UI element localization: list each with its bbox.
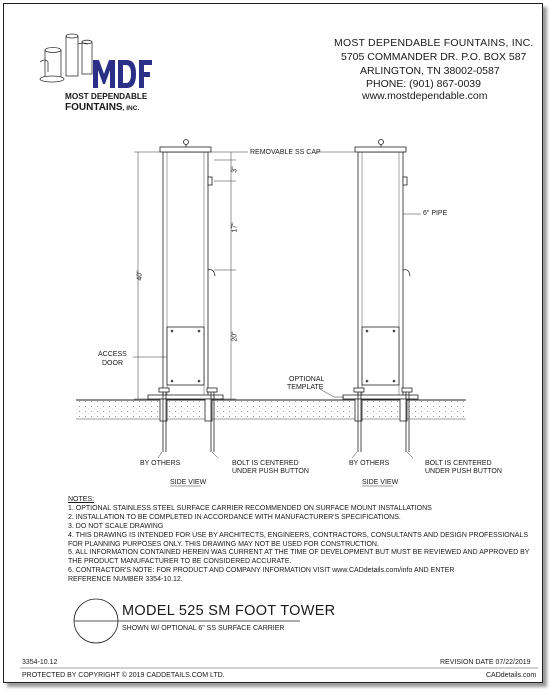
logo-line2: FOUNTAINS, INC. [65,102,140,113]
access-door-label-2: DOOR [102,360,123,367]
note-line: REFERENCE NUMBER 3354-10.12. [68,576,183,584]
bolt-note-right-2: UNDER PUSH BUTTON [425,468,502,475]
note-line: 3. DO NOT SCALE DRAWING [68,522,164,530]
bolt-note-left-2: UNDER PUSH BUTTON [232,468,309,475]
copyright-notice: PROTECTED BY COPYRIGHT © 2019 CADDETAILS.COM LTD. [22,672,225,679]
drawing-subtitle: SHOWN W/ OPTIONAL 6" SS SURFACE CARRIER [122,625,285,632]
reference-number: 3354-10.12 [22,659,58,666]
note-line: 1. OPTIONAL STAINLESS STEEL SURFACE CARRIER RECOMMENDED ON SURFACE MOUNT INSTALLATIONS [68,504,432,512]
notes-block [68,496,529,585]
bolt-note-right-1: BOLT IS CENTERED [425,460,492,467]
note-line: THE PRODUCT MANUFACTURER TO BE CONSIDERED ACCURATE. [68,558,292,566]
caddetails-link[interactable]: CADdetails.com [486,672,537,679]
note-line: 2. INSTALLATION TO BE COMPLETED IN ACCORDANCE WITH MANUFACTURER'S SPECIFICATIONS. [68,513,401,521]
ground-slab [76,400,466,419]
pipe-label: 6" PIPE [423,210,448,217]
notes-heading: NOTES: [68,496,95,503]
logo-line1: MOST DEPENDABLE [65,92,148,101]
side-view-left: SIDE VIEW [170,479,207,486]
by-others-right: BY OTHERS [349,460,390,467]
side-view-right: SIDE VIEW [362,479,399,486]
fountain-illustration [40,34,92,82]
company-logo [40,34,152,113]
dim-17-label: 17" [231,222,239,233]
drawing-title: MODEL 525 SM FOOT TOWER [122,603,336,619]
company-phone: PHONE: (901) 867-0039 [366,78,481,90]
note-line: 5. ALL INFORMATION CONTAINED HEREIN WAS CURRENT AT THE TIME OF DEVELOPMENT BUT MUST BE REVIEWED AND APPROVED BY [68,549,530,557]
note-line: 6. CONTRACTOR'S NOTE: FOR PRODUCT AND COMPANY INFORMATION VISIT www.CADdetails.com/info AND ENTER [68,567,455,575]
optional-template-label-1: OPTIONAL [289,376,325,383]
access-door-label-1: ACCESS [98,351,127,358]
dim-3-label: 3" [231,166,239,173]
company-name: MOST DEPENDABLE FOUNTAINS, INC. [334,37,534,49]
removable-cap-label: REMOVABLE SS CAP [250,149,321,156]
optional-template-label-2: TEMPLATE [287,384,324,391]
company-address: 5705 COMMANDER DR. P.O. BOX 587 [341,51,527,63]
mdf-mark [93,60,152,88]
by-others-left: BY OTHERS [140,460,181,467]
dim-40-label: 40" [136,270,144,281]
note-line: FOR PLANNING PURPOSES ONLY. THIS DRAWING MAY NOT BE USED FOR CONSTRUCTION. [68,540,379,548]
note-line: 4. THIS DRAWING IS INTENDED FOR USE BY ARCHITECTS, ENGINEERS, CONTRACTORS, CONSULTANTS AND DESIGN PROFESSIONALS [68,531,528,539]
bolt-note-left-1: BOLT IS CENTERED [232,460,299,467]
dim-20-label: 20" [231,331,239,342]
company-website: www.mostdependable.com [362,90,488,102]
revision-date: REVISION DATE 07/22/2019 [440,659,531,666]
company-city: ARLINGTON, TN 38002-0587 [360,65,500,77]
